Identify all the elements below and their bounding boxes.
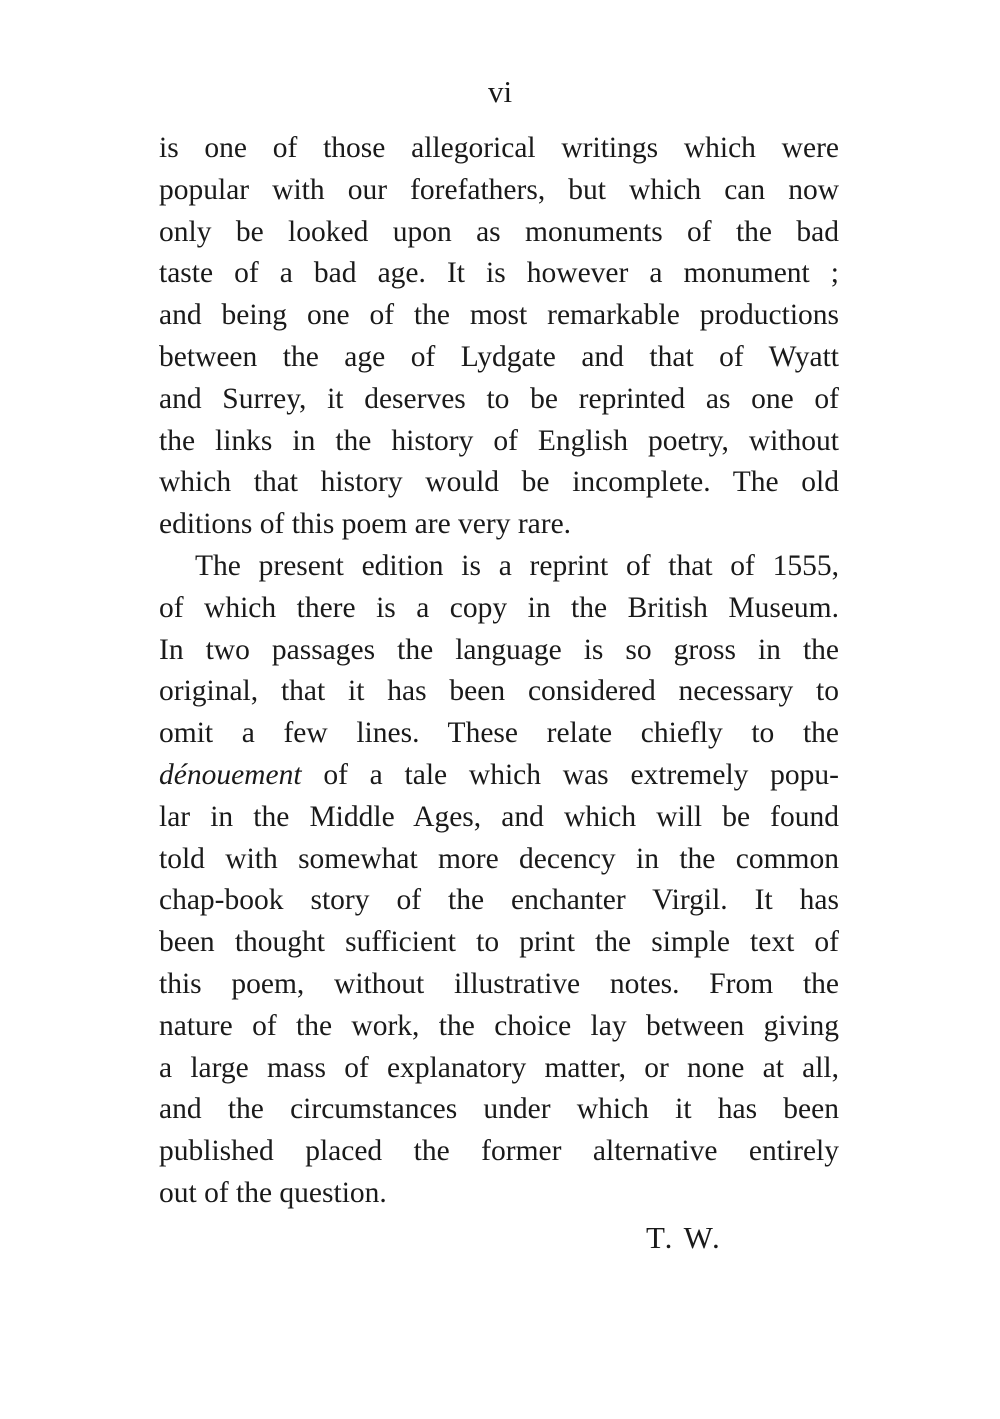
text-line: been thought sufficient to print the simple text of	[159, 926, 839, 959]
text-line: which that history would be incomplete. The old	[159, 466, 839, 499]
text-line: editions of this poem are very rare.	[159, 508, 572, 541]
text-line	[159, 755, 839, 797]
text-line: The present edition is a reprint of that of 1555,	[195, 549, 839, 582]
text-line: chap-book story of the enchanter Virgil. It has	[159, 884, 839, 917]
page-number: vi	[487, 74, 513, 109]
text-line-rest: of a tale which was extremely popu-	[301, 758, 839, 791]
body-text	[159, 128, 839, 1215]
text-line: told with somewhat more decency in the common	[159, 842, 839, 875]
text-line: this poem, without illustrative notes. From the	[159, 967, 839, 1000]
text-line: and the circumstances under which it has been	[159, 1093, 839, 1126]
text-line: of which there is a copy in the British Museum.	[159, 591, 839, 624]
italic-word: dénouement	[159, 758, 302, 791]
paragraph-1	[159, 128, 839, 546]
text-line: lar in the Middle Ages, and which will be found	[159, 800, 839, 833]
text-line: original, that it has been considered necessary to	[159, 675, 839, 708]
text-line: In two passages the language is so gross in the	[159, 633, 839, 666]
text-line: is one of those allegorical writings which were	[159, 132, 839, 164]
text-line: published placed the former alternative entirely	[159, 1135, 839, 1168]
text-line: nature of the work, the choice lay between giving	[159, 1009, 839, 1042]
text-line: out of the question.	[159, 1176, 387, 1209]
text-line: and Surrey, it deserves to be reprinted as one of	[159, 382, 839, 415]
paragraph-2	[159, 546, 839, 1215]
text-line: a large mass of explanatory matter, or none at all,	[159, 1051, 839, 1084]
signature: T. W.	[646, 1220, 722, 1255]
text-line: omit a few lines. These relate chiefly to the	[159, 717, 839, 750]
text-line: between the age of Lydgate and that of Wyatt	[159, 340, 839, 373]
text-line: only be looked upon as monuments of the bad	[159, 215, 839, 248]
text-line: popular with our forefathers, but which can now	[159, 173, 839, 206]
text-line: and being one of the most remarkable productions	[159, 299, 839, 332]
text-line: taste of a bad age. It is however a monument ;	[159, 257, 839, 290]
text-line: the links in the history of English poetry, without	[159, 424, 839, 457]
